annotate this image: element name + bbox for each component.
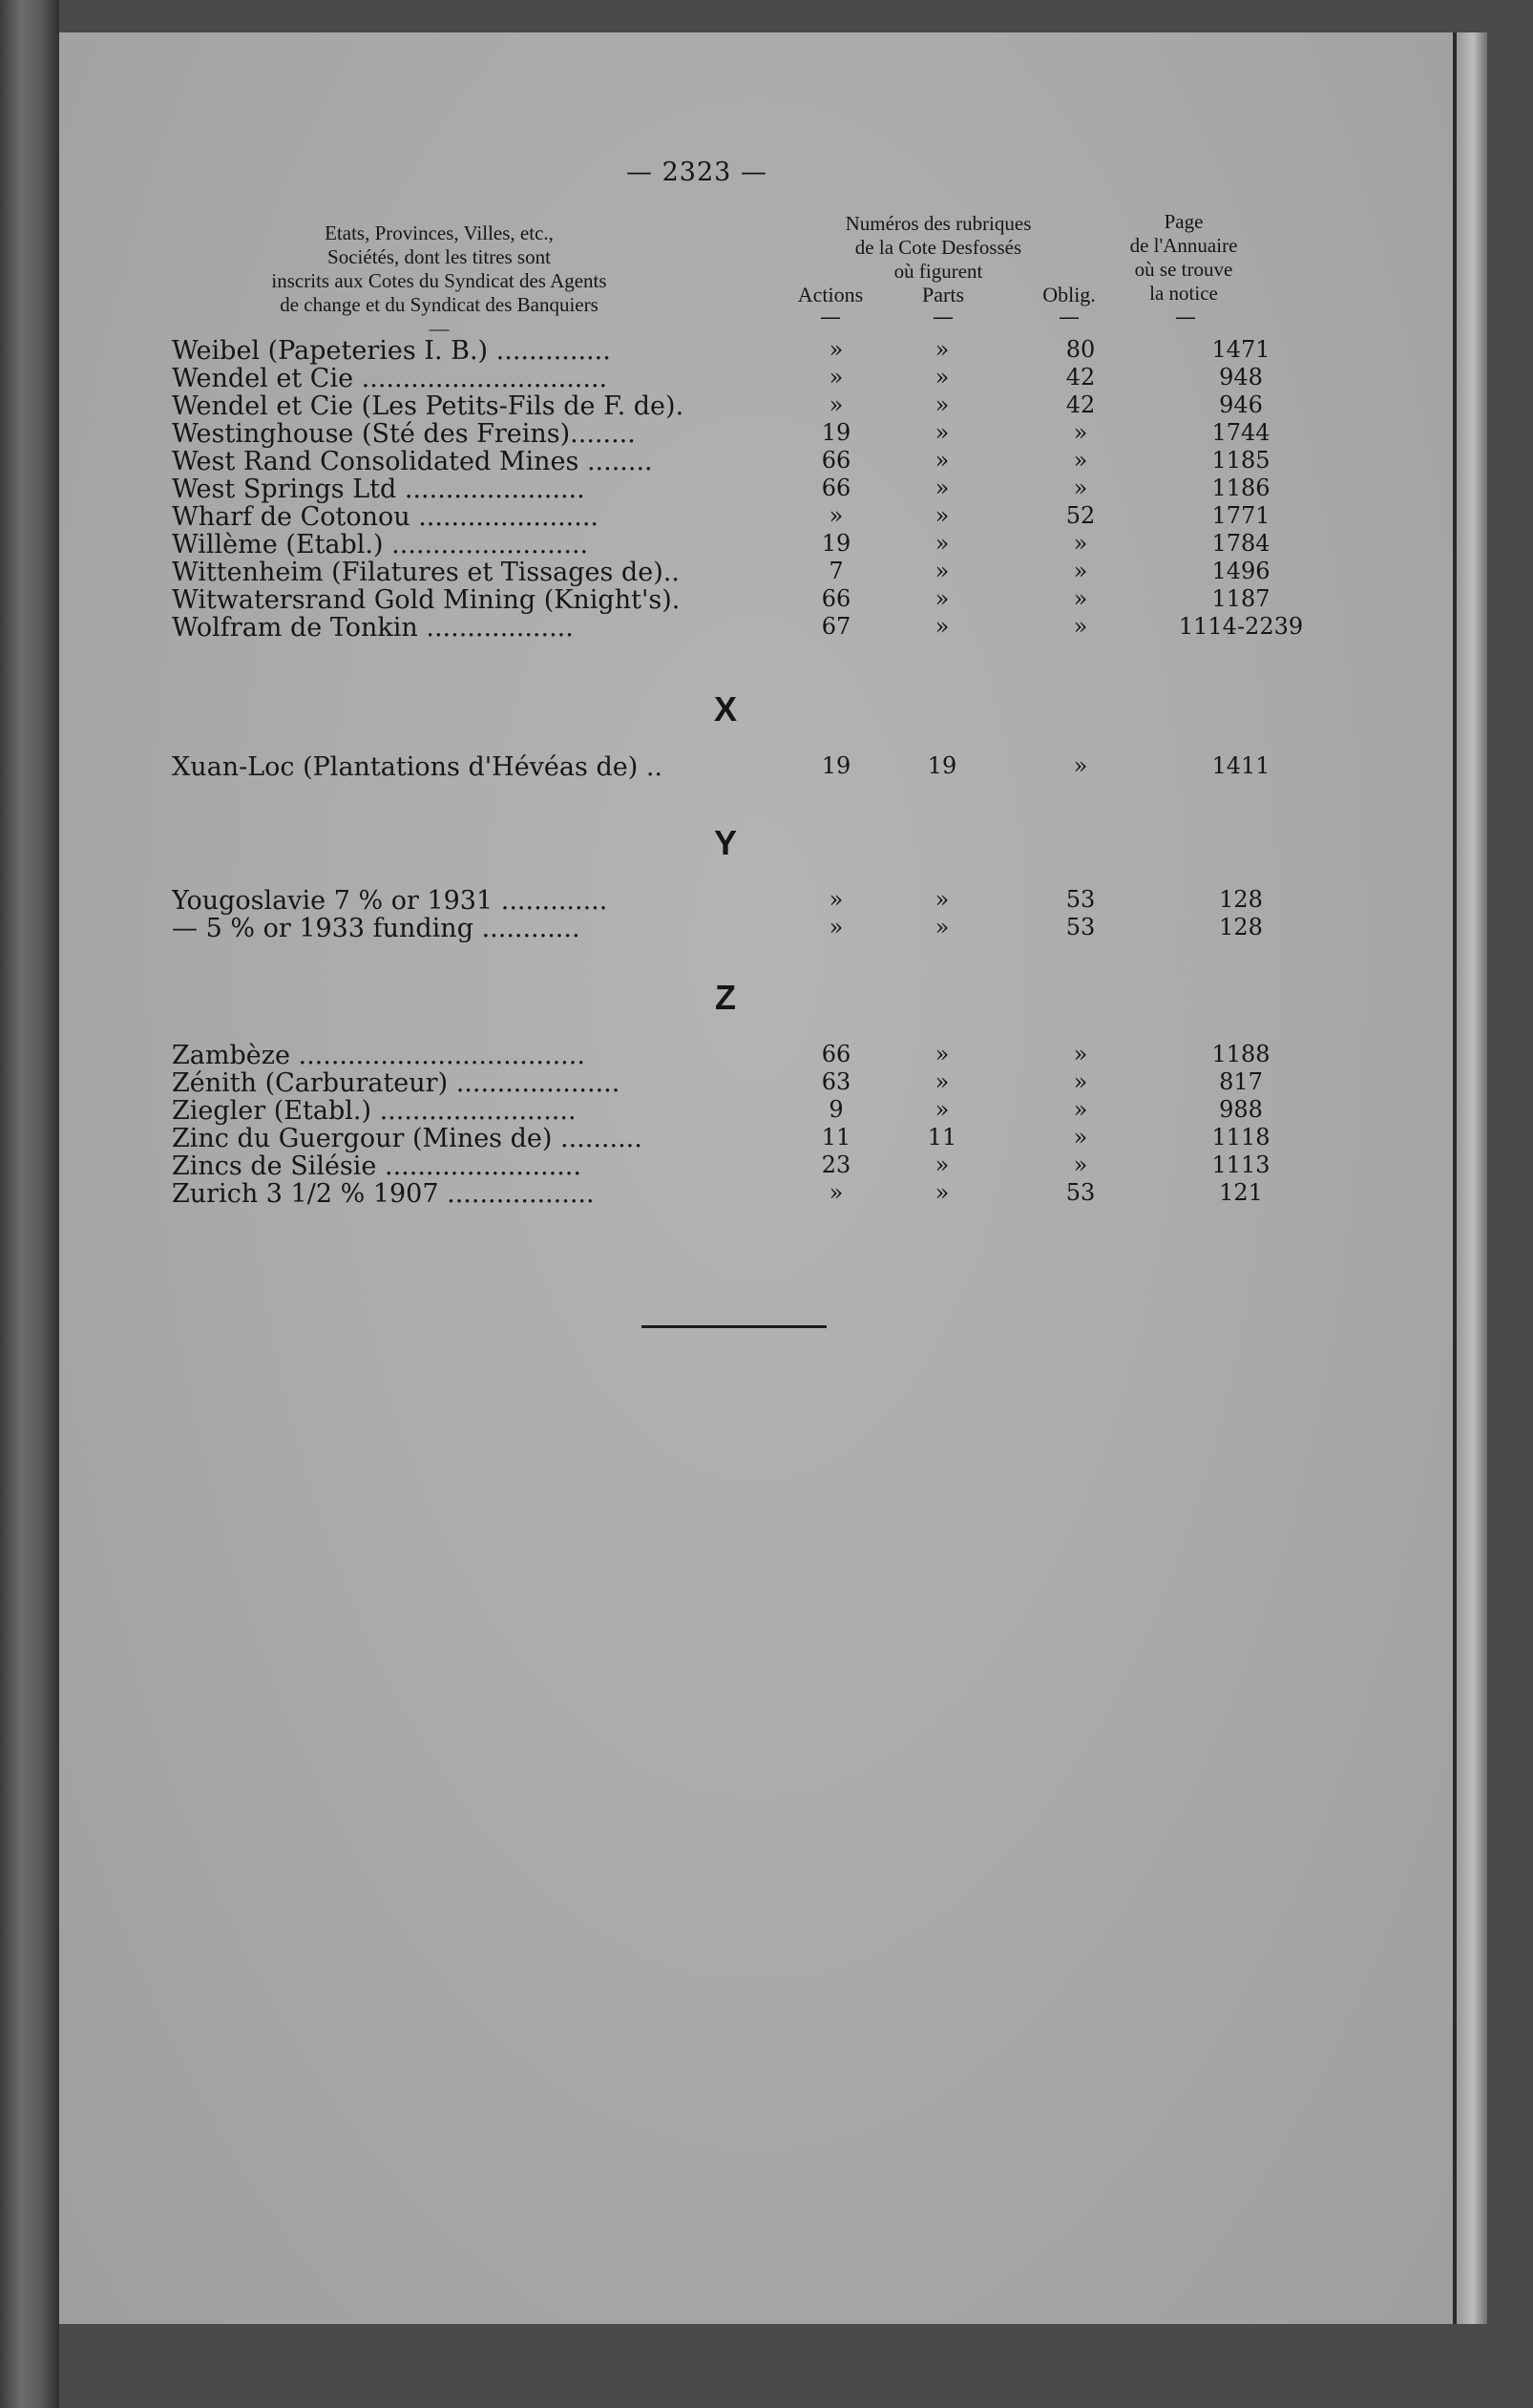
entry-page: 1118: [1211, 1124, 1270, 1151]
header-entities-line: Etats, Provinces, Villes, etc.,: [325, 222, 554, 244]
header-page-line: Page: [1164, 210, 1204, 233]
entry-name: Zénith (Carburateur) ....................: [172, 1068, 620, 1098]
entry-parts: »: [934, 530, 950, 557]
entry-parts: »: [934, 613, 950, 640]
entry-oblig: »: [1073, 1151, 1088, 1178]
entry-oblig: 42: [1065, 391, 1096, 418]
entry-page: 1471: [1211, 336, 1270, 363]
entry-parts: »: [934, 364, 950, 391]
entry-actions: 23: [821, 1151, 851, 1178]
entry-name: Willème (Etabl.) ........................: [172, 530, 589, 560]
header-entities-dash: —: [429, 317, 450, 340]
entry-oblig: »: [1073, 585, 1088, 612]
entry-actions: »: [829, 1179, 844, 1206]
entry-name: Yougoslavie 7 % or 1931 .............: [172, 886, 608, 916]
entry-parts: »: [934, 1068, 950, 1095]
section-letter: Y: [713, 823, 737, 862]
entry-page: 121: [1219, 1179, 1263, 1206]
entry-actions: »: [829, 886, 844, 913]
entry-oblig: 52: [1065, 502, 1096, 529]
entry-actions: »: [829, 914, 844, 940]
entry-page: 128: [1219, 914, 1263, 940]
entry-oblig: »: [1073, 1068, 1088, 1095]
entry-actions: 19: [821, 530, 851, 557]
entry-page: 1187: [1211, 585, 1270, 612]
entry-page: 1185: [1211, 447, 1270, 474]
entry-parts: »: [934, 391, 950, 418]
entry-name: Xuan-Loc (Plantations d'Hévéas de) ..: [172, 752, 662, 782]
entry-parts: »: [934, 1179, 950, 1206]
entry-parts: »: [934, 336, 950, 363]
entry-name: Zincs de Silésie ........................: [172, 1151, 581, 1181]
entry-name: West Rand Consolidated Mines ........: [172, 447, 653, 476]
entry-oblig: »: [1073, 752, 1088, 779]
header-rubriques: [781, 212, 1096, 284]
column-dash-page: —: [1175, 306, 1196, 329]
entry-oblig: 42: [1065, 364, 1096, 391]
entry-oblig: »: [1073, 613, 1088, 640]
entry-oblig: 53: [1065, 1179, 1096, 1206]
book-binding: [0, 0, 59, 2408]
entry-name: Witwatersrand Gold Mining (Knight's).: [172, 585, 681, 615]
header-page-line: de l'Annuaire: [1129, 234, 1238, 257]
header-rubriques-line: Numéros des rubriques: [845, 212, 1032, 235]
entry-parts: »: [934, 1041, 950, 1067]
entry-name: — 5 % or 1933 funding ............: [172, 914, 580, 943]
entry-page: 946: [1219, 391, 1263, 418]
entry-name: Westinghouse (Sté des Freins)........: [172, 419, 636, 449]
entry-name: Zambèze ...................................: [172, 1041, 585, 1070]
entry-actions: »: [829, 391, 844, 418]
header-rubriques-line: où figurent: [893, 260, 983, 283]
entry-oblig: »: [1073, 1096, 1088, 1123]
entry-actions: 9: [829, 1096, 844, 1123]
entry-actions: 66: [821, 585, 851, 612]
entry-parts: »: [934, 886, 950, 913]
entry-actions: 11: [821, 1124, 851, 1151]
entry-actions: 63: [821, 1068, 851, 1095]
entry-name: Wendel et Cie ..............................: [172, 364, 608, 393]
entry-actions: »: [829, 502, 844, 529]
entry-actions: 66: [821, 475, 851, 501]
entry-oblig: »: [1073, 419, 1088, 446]
entry-page: 1114-2239: [1178, 613, 1304, 640]
entry-page: 948: [1219, 364, 1263, 391]
entry-oblig: »: [1073, 530, 1088, 557]
entry-page: 817: [1219, 1068, 1263, 1095]
entry-page: 1188: [1211, 1041, 1270, 1067]
entry-page: 1411: [1211, 752, 1270, 779]
entry-actions: »: [829, 364, 844, 391]
header-entities-line: inscrits aux Cotes du Syndicat des Agents: [271, 269, 607, 292]
header-page-line: où se trouve: [1134, 258, 1233, 281]
entry-oblig: »: [1073, 447, 1088, 474]
entry-name: Zurich 3 1/2 % 1907 ..................: [172, 1179, 595, 1209]
entry-actions: 66: [821, 1041, 851, 1067]
header-entities-line: de change et du Syndicat des Banquiers: [280, 293, 598, 316]
column-dash-actions: —: [820, 306, 841, 329]
entry-page: 1496: [1211, 558, 1270, 584]
entry-parts: »: [934, 914, 950, 940]
entry-parts: 11: [927, 1124, 957, 1151]
column-dash-parts: —: [933, 306, 954, 329]
column-header-oblig: Oblig.: [1042, 283, 1096, 306]
entry-name: Wendel et Cie (Les Petits-Fils de F. de).: [172, 391, 684, 421]
entry-oblig: »: [1073, 1124, 1088, 1151]
entry-actions: 7: [829, 558, 844, 584]
page-edge: [1453, 32, 1487, 2324]
entry-actions: 19: [821, 752, 851, 779]
entry-name: Zinc du Guergour (Mines de) ..........: [172, 1124, 642, 1153]
entry-page: 1744: [1211, 419, 1270, 446]
column-dash-oblig: —: [1059, 306, 1080, 329]
header-rubriques-line: de la Cote Desfossés: [854, 236, 1022, 259]
entry-name: West Springs Ltd ......................: [172, 475, 585, 504]
entry-actions: »: [829, 336, 844, 363]
entry-parts: »: [934, 475, 950, 501]
entry-actions: 67: [821, 613, 851, 640]
entry-oblig: 53: [1065, 886, 1096, 913]
page-number: — 2323 —: [626, 158, 767, 187]
entry-parts: 19: [927, 752, 957, 779]
entry-name: Wolfram de Tonkin ..................: [172, 613, 574, 643]
entry-oblig: »: [1073, 558, 1088, 584]
entry-page: 988: [1219, 1096, 1263, 1123]
entry-page: 128: [1219, 886, 1263, 913]
end-rule: [641, 1325, 827, 1328]
entry-oblig: 53: [1065, 914, 1096, 940]
entry-page: 1784: [1211, 530, 1270, 557]
entry-name: Ziegler (Etabl.) ........................: [172, 1096, 577, 1126]
entry-page: 1186: [1211, 475, 1270, 501]
entry-oblig: 80: [1065, 336, 1096, 363]
entry-oblig: »: [1073, 475, 1088, 501]
section-letter: X: [713, 689, 737, 729]
header-entities-line: Sociétés, dont les titres sont: [327, 245, 551, 268]
entry-name: Weibel (Papeteries I. B.) ..............: [172, 336, 611, 366]
entry-actions: 19: [821, 419, 851, 446]
entry-parts: »: [934, 558, 950, 584]
entry-name: Wittenheim (Filatures et Tissages de)..: [172, 558, 680, 587]
entry-parts: »: [934, 1151, 950, 1178]
entry-parts: »: [934, 502, 950, 529]
entry-actions: 66: [821, 447, 851, 474]
entry-parts: »: [934, 1096, 950, 1123]
section-letter: Z: [715, 978, 736, 1017]
entry-page: 1113: [1211, 1151, 1270, 1178]
header-page-line: la notice: [1149, 282, 1218, 305]
column-header-parts: Parts: [922, 283, 964, 306]
entry-parts: »: [934, 419, 950, 446]
header-entities: [153, 222, 725, 341]
entry-parts: »: [934, 447, 950, 474]
entry-parts: »: [934, 585, 950, 612]
entry-oblig: »: [1073, 1041, 1088, 1067]
entry-page: 1771: [1211, 502, 1270, 529]
column-header-actions: Actions: [797, 283, 864, 306]
entry-name: Wharf de Cotonou ......................: [172, 502, 599, 532]
